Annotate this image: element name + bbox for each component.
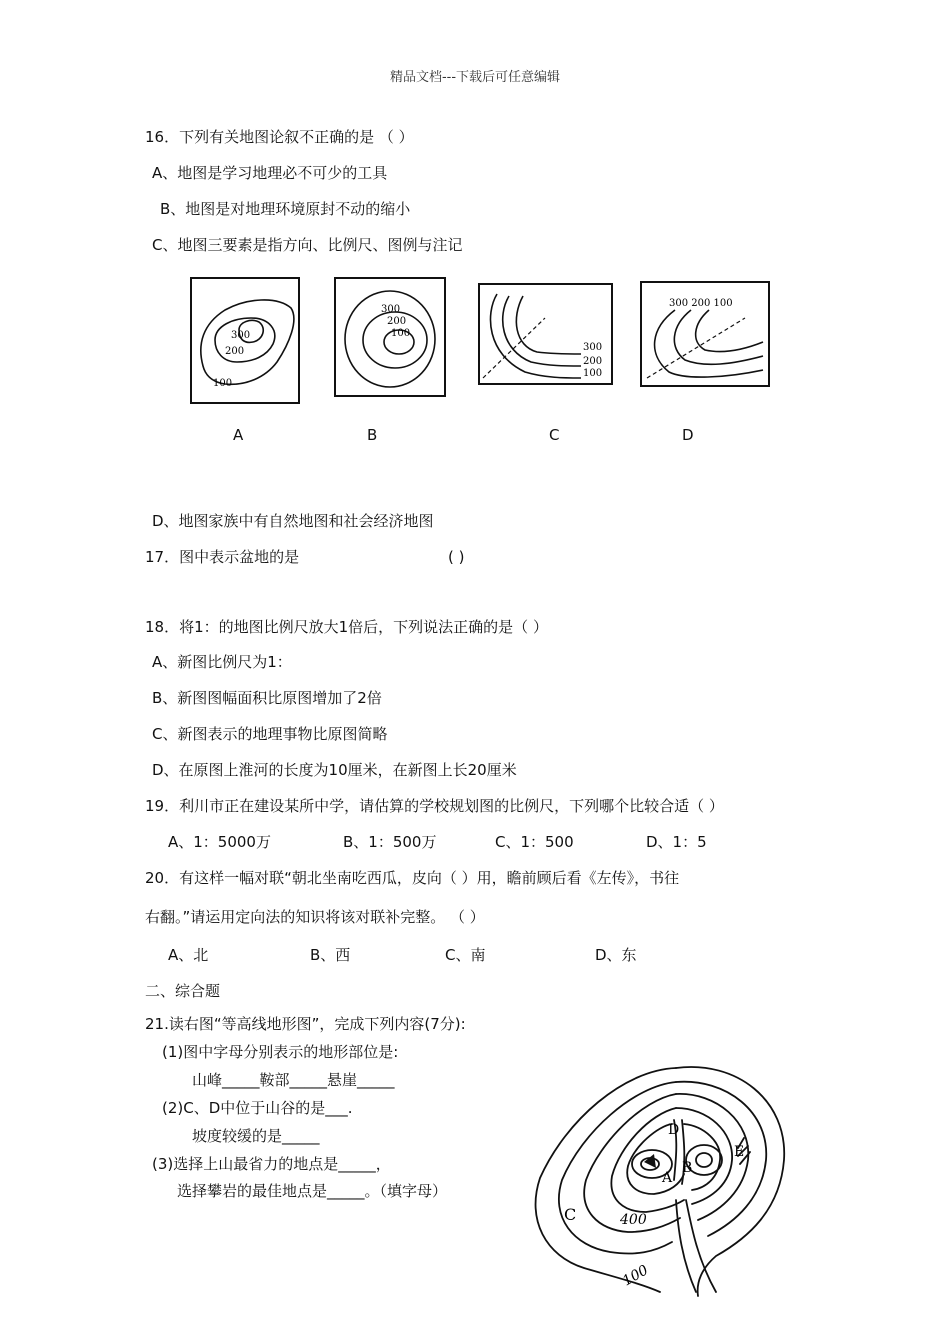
- q21-part2: (2)C、D中位于山谷的是___.: [162, 1099, 353, 1117]
- map-c-label-300: 300: [583, 342, 603, 353]
- map-a: [191, 278, 299, 403]
- map-c-label-200: 200: [583, 356, 603, 367]
- q20-line1: 20．有这样一幅对联“朝北坐南吃西瓜，皮向（ ）用，瞻前顾后看《左传》，书往: [145, 869, 680, 887]
- q21-stem: 21.读右图“等高线地形图”，完成下列内容(7分):: [145, 1015, 466, 1033]
- q20-option-a: A、北: [168, 946, 209, 964]
- map-label-c: C: [549, 426, 560, 444]
- topo-label-e: E: [734, 1144, 745, 1160]
- q18-stem: 18．将1：的地图比例尺放大1倍后，下列说法正确的是（ ）: [145, 618, 548, 636]
- q21-part1-blanks: 山峰_____鞍部_____悬崖_____: [192, 1071, 395, 1089]
- page-header: 精品文档---下载后可任意编辑: [389, 70, 561, 85]
- contour-maps-figure: [185, 274, 785, 414]
- topographic-map-figure: [526, 1060, 796, 1300]
- q19-option-c: C、1：500: [495, 833, 574, 851]
- q18-option-a: A、新图比例尺为1：: [152, 653, 292, 671]
- q17-answer-paren: ( ): [448, 548, 465, 566]
- map-b-label-200: 200: [387, 316, 407, 327]
- q20-option-d: D、东: [595, 946, 637, 964]
- map-d-labels: 300 200 100: [669, 298, 733, 309]
- q16-option-a: A、地图是学习地理必不可少的工具: [152, 164, 388, 182]
- map-label-b: B: [367, 426, 378, 444]
- q20-option-c: C、南: [445, 946, 486, 964]
- q21-part1: (1)图中字母分别表示的地形部位是:: [162, 1043, 399, 1061]
- section-heading: 二、综合题: [145, 982, 221, 1000]
- topo-contour-400: 400: [620, 1212, 647, 1228]
- map-label-a: A: [233, 426, 244, 444]
- map-a-label-300: 300: [231, 330, 251, 341]
- q19-option-b: B、1：500万: [343, 833, 437, 851]
- map-label-d: D: [682, 426, 694, 444]
- topo-label-a: A: [662, 1170, 673, 1186]
- q21-part3: (3)选择上山最省力的地点是_____，: [152, 1155, 391, 1173]
- topo-contour-100: 100: [620, 1262, 652, 1290]
- map-b: [335, 278, 445, 396]
- q18-option-c: C、新图表示的地理事物比原图简略: [152, 725, 388, 743]
- topo-label-d: D: [668, 1122, 680, 1138]
- peak-marker-icon: [644, 1154, 656, 1168]
- q20-option-b: B、西: [310, 946, 351, 964]
- q19-stem: 19．利川市正在建设某所中学，请估算的学校规划图的比例尺，下列哪个比较合适（ ）: [145, 797, 724, 815]
- topo-label-c: C: [564, 1205, 577, 1224]
- q21-part2-blank: 坡度较缓的是_____: [192, 1127, 320, 1145]
- q19-option-a: A、1：5000万: [168, 833, 271, 851]
- map-c: [479, 284, 612, 384]
- map-d: [641, 282, 769, 386]
- q18-option-b: B、新图图幅面积比原图增加了2倍: [152, 689, 382, 707]
- q16-stem: 16．下列有关地图论叙不正确的是 （ ）: [145, 128, 414, 146]
- q16-option-c: C、地图三要素是指方向、比例尺、图例与注记: [152, 236, 463, 254]
- q16-option-d: D、地图家族中有自然地图和社会经济地图: [152, 512, 434, 530]
- q17-stem: 17．图中表示盆地的是: [145, 548, 300, 566]
- q18-option-d: D、在原图上淮河的长度为10厘米，在新图上长20厘米: [152, 761, 517, 779]
- q20-line2: 右翻。”请运用定向法的知识将该对联补完整。 （ ）: [145, 908, 485, 926]
- q21-part3-blank: 选择攀岩的最佳地点是_____。（填字母）: [177, 1182, 448, 1200]
- map-a-label-100: 100: [213, 378, 233, 389]
- map-b-label-300: 300: [381, 304, 401, 315]
- map-c-label-100: 100: [583, 368, 603, 379]
- map-a-label-200: 200: [225, 346, 245, 357]
- map-b-label-100: 100: [391, 328, 411, 339]
- q19-option-d: D、1：5: [646, 833, 707, 851]
- topo-label-b: B: [682, 1160, 693, 1176]
- q16-option-b: B、地图是对地理环境原封不动的缩小: [160, 200, 411, 218]
